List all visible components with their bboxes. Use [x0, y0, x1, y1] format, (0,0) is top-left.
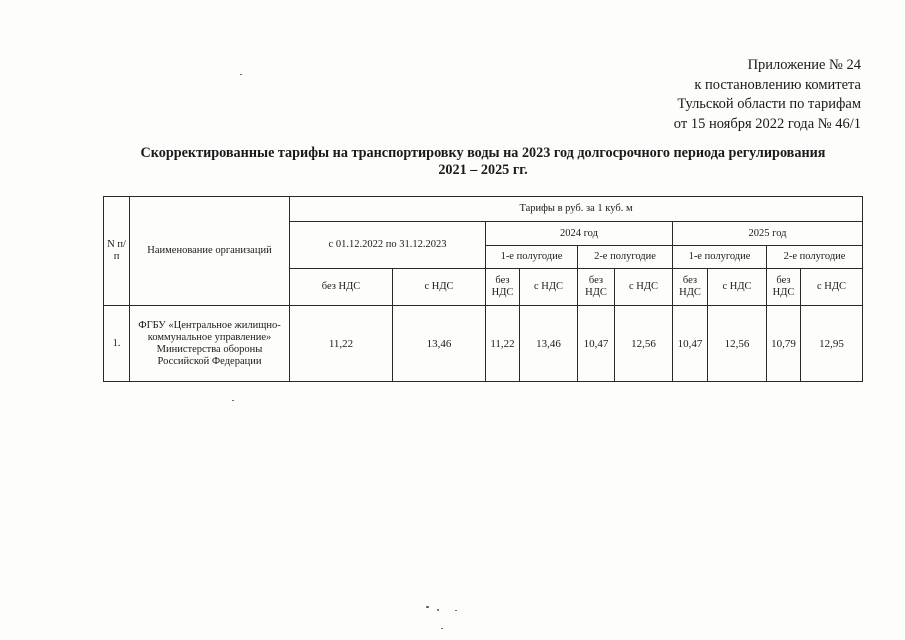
tariff-value: 11,22	[486, 306, 520, 382]
header-without-vat: без НДС	[290, 269, 393, 306]
header-without-vat: без НДС	[486, 269, 520, 306]
appendix-header	[674, 56, 861, 134]
header-2025-half-1: 1-е полугодие	[673, 246, 767, 269]
header-with-vat: с НДС	[393, 269, 486, 306]
header-period-2022-2023: с 01.12.2022 по 31.12.2023	[290, 222, 486, 269]
title-line-1: Скорректированные тарифы на транспортировку воды на 2023 год долгосрочного периода регулирования	[140, 145, 826, 161]
scan-speck	[437, 609, 439, 611]
title-line-2: 2021 – 2025 гг.	[438, 162, 528, 178]
header-organization: Наименование организаций	[130, 197, 290, 306]
header-tariffs: Тарифы в руб. за 1 куб. м	[290, 197, 863, 222]
scan-speck	[240, 74, 242, 75]
header-number: N п/п	[104, 197, 130, 306]
header-with-vat: с НДС	[801, 269, 863, 306]
appendix-number: Приложение № 24	[747, 57, 861, 73]
header-without-vat: без НДС	[673, 269, 708, 306]
appendix-reference: к постановлению комитета	[694, 76, 861, 93]
tariff-value: 10,47	[673, 306, 708, 382]
document-title	[60, 145, 905, 179]
tariff-value: 12,56	[708, 306, 767, 382]
table-row	[104, 306, 863, 382]
header-2024-half-1: 1-е полугодие	[486, 246, 578, 269]
organization-name: ФГБУ «Центральное жилищно-коммунальное управление» Министерства обороны Российской Федерации	[130, 306, 290, 382]
tariff-value: 12,95	[801, 306, 863, 382]
header-with-vat: с НДС	[708, 269, 767, 306]
header-year-2025: 2025 год	[673, 222, 863, 246]
header-with-vat: с НДС	[520, 269, 578, 306]
header-without-vat: без НДС	[767, 269, 801, 306]
scan-speck	[455, 610, 457, 611]
header-year-2024: 2024 год	[486, 222, 673, 246]
appendix-date: от 15 ноября 2022 года № 46/1	[673, 115, 861, 132]
tariff-value: 10,79	[767, 306, 801, 382]
header-with-vat: с НДС	[615, 269, 673, 306]
tariff-value: 11,22	[290, 306, 393, 382]
scan-speck	[232, 400, 234, 401]
tariff-value: 13,46	[393, 306, 486, 382]
row-number: 1.	[104, 306, 130, 382]
tariff-table	[103, 196, 863, 382]
scan-speck	[426, 606, 429, 608]
tariff-value: 13,46	[520, 306, 578, 382]
appendix-authority: Тульской области по тарифам	[677, 96, 861, 112]
header-2025-half-2: 2-е полугодие	[767, 246, 863, 269]
tariff-value: 12,56	[615, 306, 673, 382]
tariff-value: 10,47	[578, 306, 615, 382]
scan-speck	[441, 628, 443, 629]
header-2024-half-2: 2-е полугодие	[578, 246, 673, 269]
header-without-vat: без НДС	[578, 269, 615, 306]
